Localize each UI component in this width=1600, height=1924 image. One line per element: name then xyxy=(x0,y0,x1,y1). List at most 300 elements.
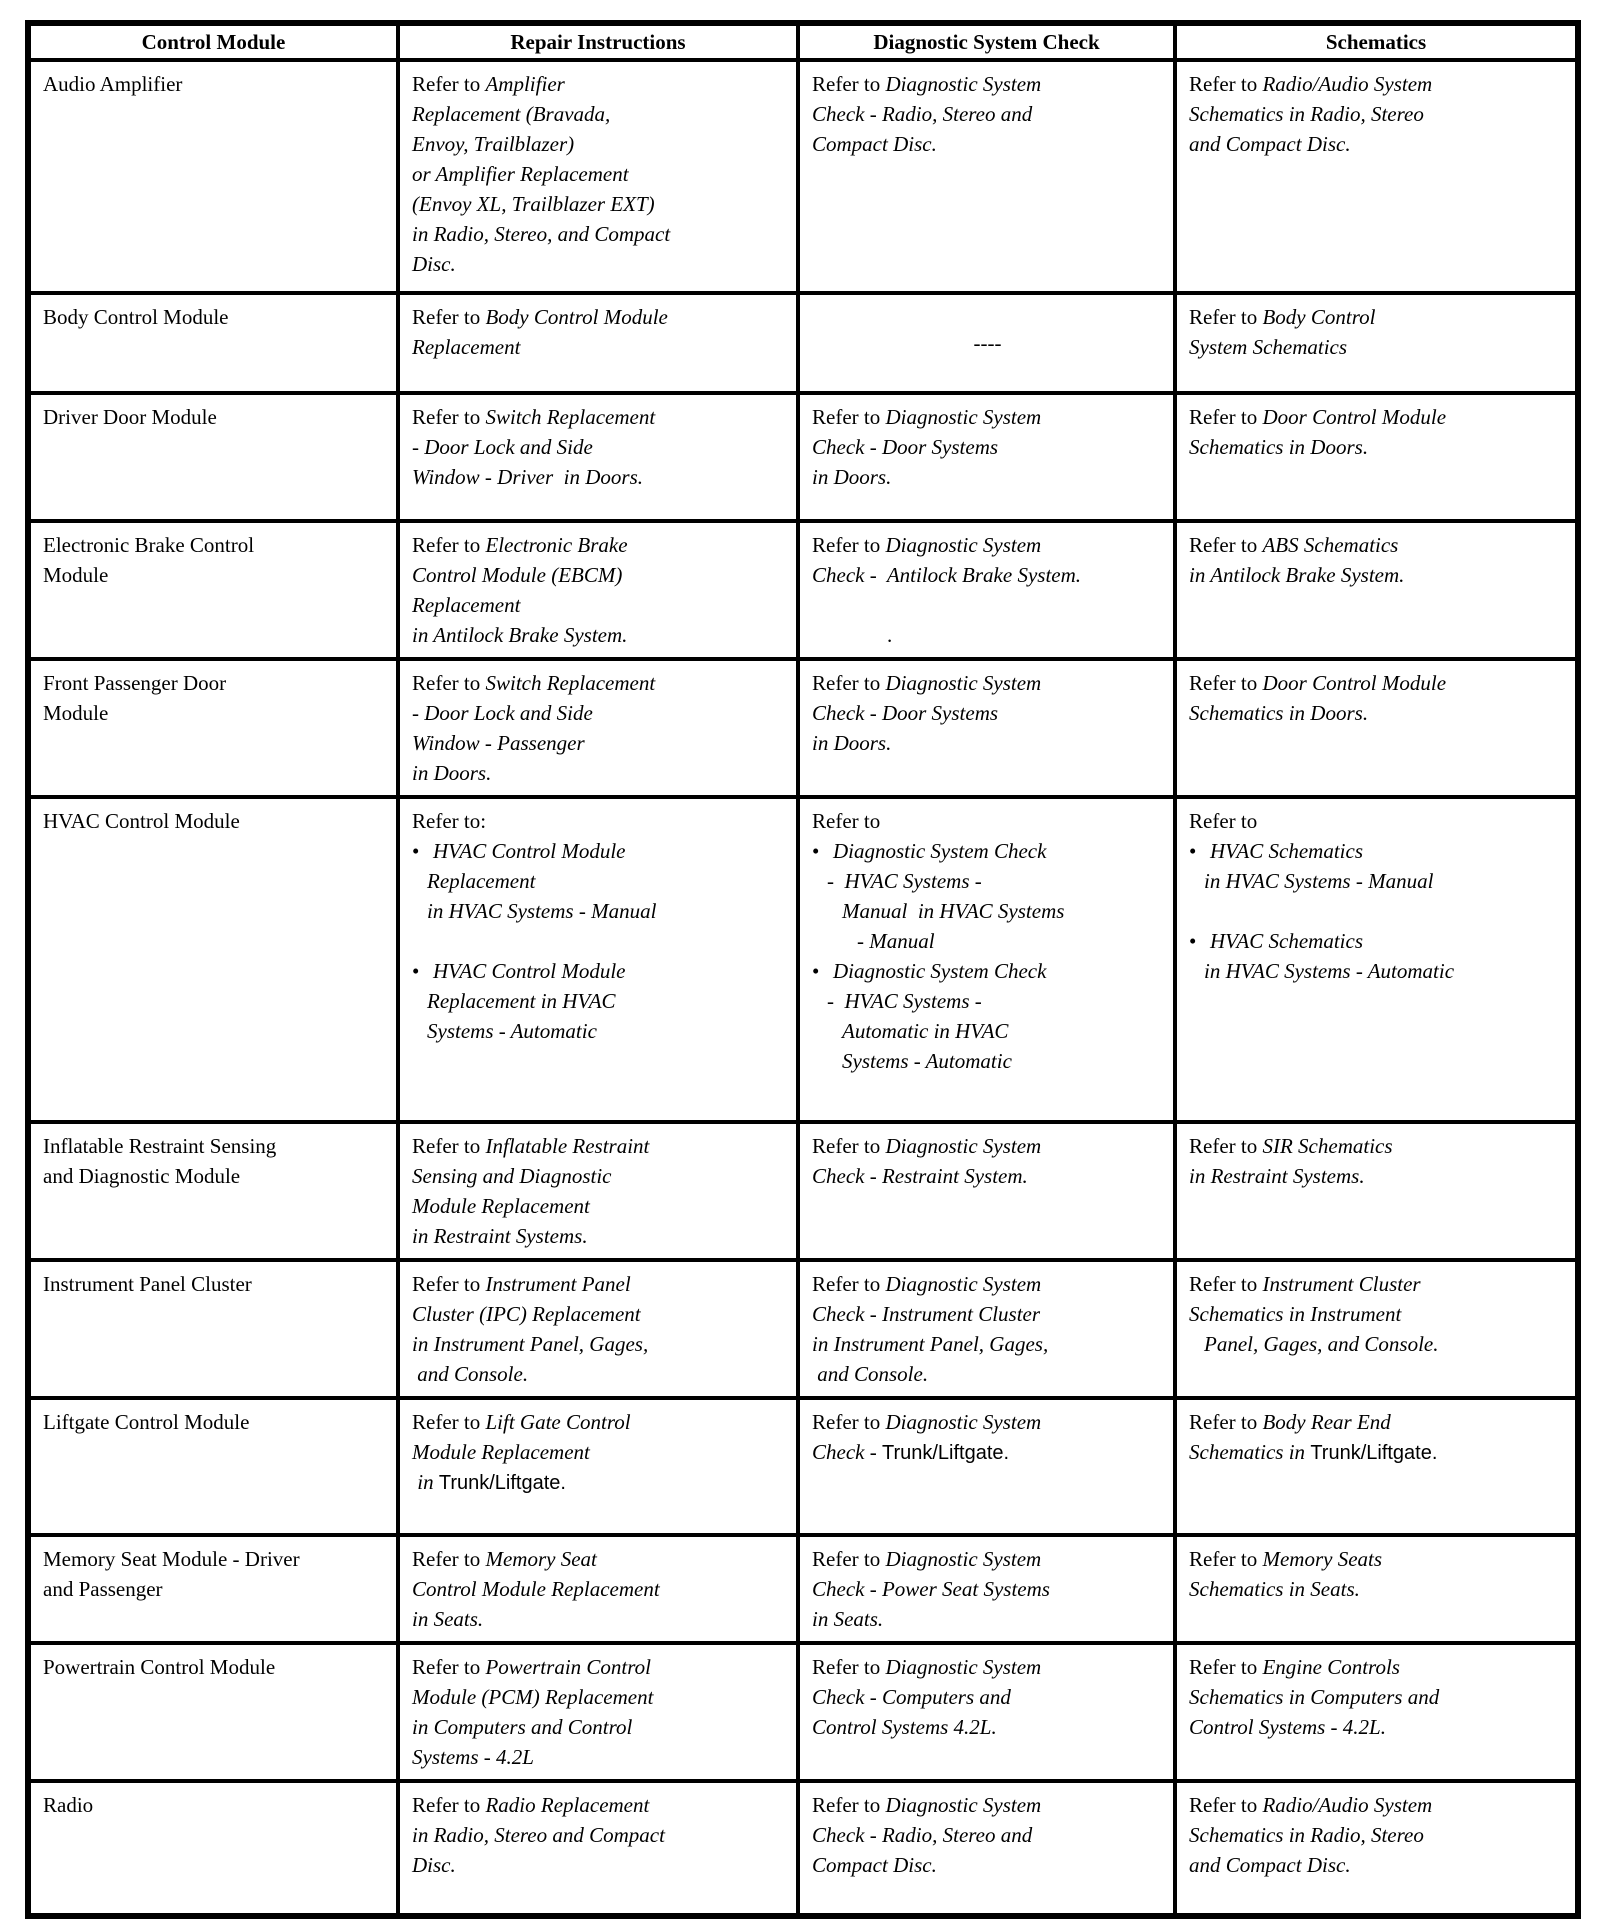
text-segment: in Restraint Systems. xyxy=(412,1224,588,1248)
text-line xyxy=(812,1359,1163,1389)
memory-seat-module-module-cell xyxy=(28,1535,398,1643)
text-line xyxy=(1189,668,1565,698)
text-segment: Diagnostic System xyxy=(885,671,1042,695)
text-segment: Schematics in Doors. xyxy=(1189,435,1369,459)
text-segment: Radio xyxy=(43,1793,94,1817)
text-segment: - HVAC Systems - xyxy=(827,989,982,1013)
text-segment: - Manual xyxy=(857,929,935,953)
text-segment: Cluster (IPC) Replacement xyxy=(412,1302,641,1326)
text-segment: Diagnostic System xyxy=(885,1272,1042,1296)
text-line xyxy=(412,560,786,590)
text-line xyxy=(43,1574,386,1604)
text-segment: Refer to xyxy=(1189,1272,1263,1296)
text-line xyxy=(412,432,786,462)
text-segment: Refer to xyxy=(812,1410,886,1434)
header-row xyxy=(28,23,1578,60)
text-segment: Body Rear End xyxy=(1262,1410,1391,1434)
text-line xyxy=(412,758,786,788)
text-segment: in Restraint Systems. xyxy=(1189,1164,1365,1188)
text-line xyxy=(412,1131,786,1161)
text-segment: Switch Replacement xyxy=(485,405,656,429)
text-segment: Refer to xyxy=(812,533,886,557)
text-line xyxy=(43,1131,386,1161)
text-segment: Diagnostic System xyxy=(885,1655,1042,1679)
text-segment: Trunk/Liftgate. xyxy=(881,1442,1010,1464)
text-segment: Electronic Brake Control xyxy=(43,533,255,557)
front-passenger-door-module-diagnostic-cell xyxy=(798,659,1175,797)
text-segment: - HVAC Systems - xyxy=(827,869,982,893)
text-line xyxy=(812,1131,1163,1161)
text-line xyxy=(812,69,1163,99)
text-line xyxy=(412,1016,786,1046)
text-line xyxy=(812,956,1163,986)
text-segment: Refer to xyxy=(812,671,886,695)
text-segment: in Doors. xyxy=(412,761,492,785)
text-segment: Refer to xyxy=(412,72,486,96)
text-line xyxy=(412,590,786,620)
text-segment: Refer to xyxy=(412,305,486,329)
text-segment: Disc. xyxy=(412,252,456,276)
text-line xyxy=(812,560,1163,590)
text-line xyxy=(1189,1850,1565,1880)
text-segment: and Console. xyxy=(812,1362,929,1386)
text-line xyxy=(1189,432,1565,462)
text-segment: Refer to xyxy=(412,671,486,695)
text-segment: Systems - Automatic xyxy=(842,1049,1012,1073)
text-segment: Refer to xyxy=(1189,72,1263,96)
text-line xyxy=(412,302,786,332)
text-segment: Refer to xyxy=(412,1547,486,1571)
text-segment: in Doors. xyxy=(812,465,892,489)
text-line xyxy=(1189,926,1565,956)
text-line xyxy=(1189,866,1565,896)
table-row-body-control-module xyxy=(28,293,1578,393)
text-segment: Schematics in Radio, Stereo xyxy=(1189,1823,1424,1847)
text-segment: Envoy, Trailblazer) xyxy=(412,132,575,156)
text-line xyxy=(412,402,786,432)
text-segment: Body Control xyxy=(1262,305,1376,329)
text-line xyxy=(812,99,1163,129)
text-segment: SIR Schematics xyxy=(1262,1134,1393,1158)
text-line xyxy=(812,1016,1163,1046)
text-line xyxy=(412,1574,786,1604)
body-control-module-diagnostic-cell xyxy=(798,293,1175,393)
bullet-icon: • xyxy=(1189,929,1197,953)
text-segment: in Computers and Control xyxy=(412,1715,633,1739)
text-segment: Refer to xyxy=(812,1655,886,1679)
text-segment: ABS Schematics xyxy=(1262,533,1399,557)
electronic-brake-control-module-module-cell xyxy=(28,521,398,659)
text-line xyxy=(812,698,1163,728)
text-segment: ---- xyxy=(973,331,1002,355)
table-row-memory-seat-module xyxy=(28,1535,1578,1643)
text-line xyxy=(812,620,1163,650)
table-row-driver-door-module xyxy=(28,393,1578,521)
text-line xyxy=(1189,1544,1565,1574)
text-line xyxy=(812,1407,1163,1437)
text-line xyxy=(412,1790,786,1820)
driver-door-module-repair-cell xyxy=(398,393,798,521)
text-line xyxy=(412,698,786,728)
text-segment: HVAC Control Module xyxy=(43,809,240,833)
text-segment: Schematics in Seats. xyxy=(1189,1577,1360,1601)
hvac-control-module-repair-cell xyxy=(398,797,798,1122)
text-line xyxy=(412,249,786,279)
instrument-panel-cluster-repair-cell xyxy=(398,1260,798,1398)
electronic-brake-control-module-schematics-cell xyxy=(1175,521,1578,659)
text-line xyxy=(412,986,786,1016)
inflatable-restraint-module-diagnostic-cell xyxy=(798,1122,1175,1260)
text-line xyxy=(812,402,1163,432)
liftgate-control-module-schematics-cell xyxy=(1175,1398,1578,1535)
text-segment: Refer to xyxy=(1189,533,1263,557)
text-segment: Instrument Panel Cluster xyxy=(43,1272,252,1296)
text-line xyxy=(1189,1712,1565,1742)
text-line xyxy=(812,866,1163,896)
driver-door-module-diagnostic-cell xyxy=(798,393,1175,521)
text-line xyxy=(812,836,1163,866)
text-line xyxy=(812,1299,1163,1329)
text-segment: Refer to xyxy=(812,1793,886,1817)
text-segment: Systems - Automatic xyxy=(427,1019,597,1043)
text-segment: Front Passenger Door xyxy=(43,671,227,695)
text-segment: Refer to xyxy=(1189,1655,1263,1679)
text-line xyxy=(1189,1574,1565,1604)
table-row-instrument-panel-cluster xyxy=(28,1260,1578,1398)
text-line xyxy=(1189,1437,1565,1468)
text-segment: Module xyxy=(43,701,109,725)
text-segment: (Envoy XL, Trailblazer EXT) xyxy=(412,192,655,216)
text-segment: Module xyxy=(43,563,109,587)
text-segment: Diagnostic System xyxy=(885,1134,1042,1158)
front-passenger-door-module-schematics-cell xyxy=(1175,659,1578,797)
text-segment: Memory Seat xyxy=(485,1547,597,1571)
text-segment: Replacement in HVAC xyxy=(427,989,616,1013)
text-segment: and Compact Disc. xyxy=(1189,1853,1351,1877)
hvac-control-module-diagnostic-cell xyxy=(798,797,1175,1122)
text-segment: Refer to xyxy=(1189,405,1263,429)
text-segment: in Radio, Stereo, and Compact xyxy=(412,222,671,246)
table-row-powertrain-control-module xyxy=(28,1643,1578,1781)
powertrain-control-module-module-cell xyxy=(28,1643,398,1781)
text-segment: Diagnostic System xyxy=(885,1547,1042,1571)
text-line xyxy=(812,328,1163,358)
text-line xyxy=(1189,1682,1565,1712)
text-segment: Compact Disc. xyxy=(812,1853,937,1877)
text-segment: Control Module Replacement xyxy=(412,1577,660,1601)
text-line xyxy=(412,159,786,189)
text-segment: Check - Restraint System. xyxy=(812,1164,1028,1188)
text-segment: Diagnostic System Check xyxy=(833,959,1047,983)
text-line xyxy=(812,1604,1163,1634)
text-segment: Refer to xyxy=(812,1547,886,1571)
text-segment: Schematics in Radio, Stereo xyxy=(1189,102,1424,126)
memory-seat-module-repair-cell xyxy=(398,1535,798,1643)
text-line xyxy=(812,590,1163,620)
text-segment: Control Systems 4.2L. xyxy=(812,1715,997,1739)
table-row-audio-amplifier xyxy=(28,60,1578,293)
text-line xyxy=(412,1191,786,1221)
text-line xyxy=(812,530,1163,560)
text-line xyxy=(43,806,386,836)
text-segment: or Amplifier Replacement xyxy=(412,162,629,186)
bullet-icon: • xyxy=(812,959,820,983)
text-line xyxy=(1189,129,1565,159)
radio-module-cell xyxy=(28,1781,398,1916)
text-line xyxy=(812,806,1163,836)
text-segment: Inflatable Restraint xyxy=(485,1134,650,1158)
text-line xyxy=(1189,1131,1565,1161)
text-segment: in Antilock Brake System. xyxy=(412,623,628,647)
body-control-module-schematics-cell xyxy=(1175,293,1578,393)
text-line xyxy=(412,620,786,650)
text-segment: Refer to: xyxy=(412,809,487,833)
text-segment: Refer to xyxy=(412,405,486,429)
text-segment: Schematics in Doors. xyxy=(1189,701,1369,725)
text-line xyxy=(43,530,386,560)
text-segment: in HVAC Systems - Manual xyxy=(427,899,657,923)
liftgate-control-module-module-cell xyxy=(28,1398,398,1535)
driver-door-module-module-cell xyxy=(28,393,398,521)
bullet-icon: • xyxy=(412,959,420,983)
text-line xyxy=(1189,1161,1565,1191)
text-line xyxy=(1189,530,1565,560)
text-segment: Schematics in Computers and xyxy=(1189,1685,1440,1709)
text-line xyxy=(412,1437,786,1467)
text-line xyxy=(812,129,1163,159)
text-segment: in Seats. xyxy=(812,1607,884,1631)
text-line xyxy=(412,530,786,560)
hvac-control-module-schematics-cell xyxy=(1175,797,1578,1122)
text-segment: Body Control Module xyxy=(43,305,229,329)
text-segment: Refer to xyxy=(1189,1410,1263,1434)
table-row-liftgate-control-module xyxy=(28,1398,1578,1535)
memory-seat-module-diagnostic-cell xyxy=(798,1535,1175,1643)
text-line xyxy=(812,1269,1163,1299)
text-segment: Engine Controls xyxy=(1262,1655,1400,1679)
text-line xyxy=(812,986,1163,1016)
text-segment: Window - Driver in Doors. xyxy=(412,465,643,489)
text-segment: Disc. xyxy=(412,1853,456,1877)
text-line xyxy=(412,1269,786,1299)
text-line xyxy=(812,1820,1163,1850)
text-segment: System Schematics xyxy=(1189,335,1348,359)
text-line xyxy=(1189,560,1565,590)
text-line xyxy=(412,219,786,249)
text-segment: in HVAC Systems - Manual xyxy=(1204,869,1434,893)
text-line xyxy=(1189,698,1565,728)
text-segment: Module (PCM) Replacement xyxy=(412,1685,654,1709)
text-segment: Refer to xyxy=(412,1793,486,1817)
text-line xyxy=(1189,402,1565,432)
text-line xyxy=(412,836,786,866)
radio-diagnostic-cell xyxy=(798,1781,1175,1916)
text-segment: Refer to xyxy=(412,1134,486,1158)
radio-repair-cell xyxy=(398,1781,798,1916)
text-segment: Door Control Module xyxy=(1262,671,1447,695)
body-control-module-repair-cell xyxy=(398,293,798,393)
text-segment: Check - Door Systems xyxy=(812,435,999,459)
text-segment: HVAC Control Module xyxy=(433,959,626,983)
text-segment: in Instrument Panel, Gages, xyxy=(812,1332,1049,1356)
powertrain-control-module-schematics-cell xyxy=(1175,1643,1578,1781)
memory-seat-module-schematics-cell xyxy=(1175,1535,1578,1643)
text-line xyxy=(412,668,786,698)
front-passenger-door-module-repair-cell xyxy=(398,659,798,797)
text-segment: Schematics in Instrument xyxy=(1189,1302,1402,1326)
text-segment: Powertrain Control Module xyxy=(43,1655,276,1679)
text-segment: Check - Computers and xyxy=(812,1685,1011,1709)
text-line xyxy=(812,1712,1163,1742)
text-segment: Electronic Brake xyxy=(485,533,628,557)
text-line xyxy=(412,926,786,956)
text-segment: . xyxy=(887,623,893,647)
text-segment: Refer to xyxy=(812,809,881,833)
text-line xyxy=(412,1359,786,1389)
text-line xyxy=(412,99,786,129)
instrument-panel-cluster-module-cell xyxy=(28,1260,398,1398)
text-line xyxy=(412,728,786,758)
text-segment: Module Replacement xyxy=(412,1194,590,1218)
text-line xyxy=(412,1544,786,1574)
table-row-radio xyxy=(28,1781,1578,1916)
text-line xyxy=(412,866,786,896)
audio-amplifier-schematics-cell xyxy=(1175,60,1578,293)
text-segment: Diagnostic System Check xyxy=(833,839,1047,863)
text-segment: Diagnostic System xyxy=(885,72,1042,96)
instrument-panel-cluster-schematics-cell xyxy=(1175,1260,1578,1398)
text-line xyxy=(812,1850,1163,1880)
text-segment: Refer to xyxy=(1189,1793,1263,1817)
text-line xyxy=(43,402,386,432)
text-line xyxy=(1189,1269,1565,1299)
text-line xyxy=(412,1820,786,1850)
bullet-icon: • xyxy=(1189,839,1197,863)
bullet-icon: • xyxy=(412,839,420,863)
text-line xyxy=(43,69,386,99)
instrument-panel-cluster-diagnostic-cell xyxy=(798,1260,1175,1398)
text-segment: Driver Door Module xyxy=(43,405,217,429)
radio-schematics-cell xyxy=(1175,1781,1578,1916)
text-line xyxy=(812,1544,1163,1574)
text-segment: - Door Lock and Side xyxy=(412,701,593,725)
text-segment: Refer to xyxy=(1189,809,1258,833)
text-line xyxy=(43,1790,386,1820)
text-line xyxy=(1189,956,1565,986)
text-segment: in Instrument Panel, Gages, xyxy=(412,1332,649,1356)
text-line xyxy=(1189,69,1565,99)
table-row-front-passenger-door-module xyxy=(28,659,1578,797)
text-segment: HVAC Schematics xyxy=(1210,839,1363,863)
text-line xyxy=(412,129,786,159)
text-segment: Refer to xyxy=(1189,671,1263,695)
text-segment: Check - Instrument Cluster xyxy=(812,1302,1041,1326)
text-segment: Body Control Module xyxy=(485,305,668,329)
text-segment: Liftgate Control Module xyxy=(43,1410,250,1434)
table-body xyxy=(28,60,1578,1916)
text-line xyxy=(1189,836,1565,866)
text-line xyxy=(412,956,786,986)
text-segment: Trunk/Liftgate. xyxy=(1310,1442,1438,1464)
text-line xyxy=(43,668,386,698)
column-header-schematics: Schematics xyxy=(1175,23,1578,60)
control-module-table xyxy=(25,20,1581,1919)
text-segment: in Radio, Stereo and Compact xyxy=(412,1823,665,1847)
text-line xyxy=(1189,1820,1565,1850)
text-segment: - Door Lock and Side xyxy=(412,435,593,459)
powertrain-control-module-repair-cell xyxy=(398,1643,798,1781)
text-segment: Check - Radio, Stereo and xyxy=(812,102,1033,126)
column-header-diagnostic-check: Diagnostic System Check xyxy=(798,23,1175,60)
text-segment: in xyxy=(412,1470,439,1494)
text-line xyxy=(812,432,1163,462)
text-segment: Refer to xyxy=(812,72,886,96)
text-segment: Memory Seat Module - Driver xyxy=(43,1547,300,1571)
text-segment: Instrument Cluster xyxy=(1262,1272,1421,1296)
text-line xyxy=(812,1437,1163,1468)
text-segment: HVAC Control Module xyxy=(433,839,626,863)
text-segment: in Doors. xyxy=(812,731,892,755)
text-line xyxy=(412,462,786,492)
text-segment: Refer to xyxy=(412,533,486,557)
text-line xyxy=(412,1742,786,1772)
text-line xyxy=(1189,332,1565,362)
text-segment: in HVAC Systems - Automatic xyxy=(1204,959,1455,983)
body-control-module-module-cell xyxy=(28,293,398,393)
text-segment: Window - Passenger xyxy=(412,731,585,755)
text-line xyxy=(812,668,1163,698)
text-segment: Radio/Audio System xyxy=(1262,72,1433,96)
text-line xyxy=(43,1544,386,1574)
text-segment: Check - Radio, Stereo and xyxy=(812,1823,1033,1847)
text-line xyxy=(43,1269,386,1299)
text-segment: Systems - 4.2L xyxy=(412,1745,534,1769)
text-segment: and Passenger xyxy=(43,1577,163,1601)
text-segment: Check - Door Systems xyxy=(812,701,999,725)
text-line xyxy=(43,302,386,332)
text-line xyxy=(43,698,386,728)
text-segment: Trunk/Liftgate. xyxy=(438,1472,566,1494)
inflatable-restraint-module-repair-cell xyxy=(398,1122,798,1260)
text-line xyxy=(43,1652,386,1682)
hvac-control-module-module-cell xyxy=(28,797,398,1122)
text-segment: Manual in HVAC Systems xyxy=(842,899,1065,923)
text-line xyxy=(412,1299,786,1329)
powertrain-control-module-diagnostic-cell xyxy=(798,1643,1175,1781)
text-line xyxy=(412,69,786,99)
text-line xyxy=(412,1850,786,1880)
text-segment: Diagnostic System xyxy=(885,405,1042,429)
text-line xyxy=(43,1407,386,1437)
text-segment: Inflatable Restraint Sensing xyxy=(43,1134,277,1158)
text-segment: Automatic in HVAC xyxy=(842,1019,1009,1043)
text-segment: Refer to xyxy=(1189,1547,1263,1571)
text-line xyxy=(812,1161,1163,1191)
table-row-hvac-control-module xyxy=(28,797,1578,1122)
electronic-brake-control-module-diagnostic-cell xyxy=(798,521,1175,659)
text-line xyxy=(812,1682,1163,1712)
audio-amplifier-module-cell xyxy=(28,60,398,293)
text-segment: Check - xyxy=(812,1440,882,1464)
text-segment: Powertrain Control xyxy=(485,1655,651,1679)
text-segment: in Antilock Brake System. xyxy=(1189,563,1405,587)
text-line xyxy=(1189,806,1565,836)
text-line xyxy=(1189,1407,1565,1437)
table-row-inflatable-restraint-module xyxy=(28,1122,1578,1260)
text-segment: Replacement xyxy=(412,593,521,617)
text-line xyxy=(1189,302,1565,332)
text-line xyxy=(412,1407,786,1437)
